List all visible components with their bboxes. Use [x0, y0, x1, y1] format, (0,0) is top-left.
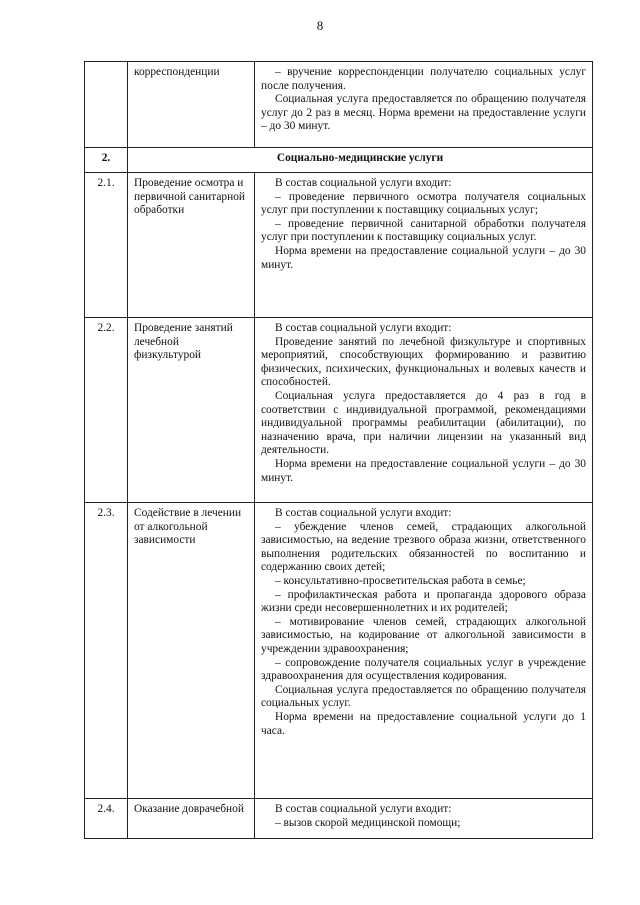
row-number — [85, 62, 128, 148]
service-name-cell — [128, 173, 255, 318]
service-name-cell — [128, 503, 255, 799]
description-paragraph: В состав социальной услуги входит: — [275, 803, 452, 815]
description-paragraph: В состав социальной услуги входит: — [275, 177, 452, 189]
description-paragraph: – проведение первичного осмотра получателя социальных услуг при поступлении к поставщику социальных услуг; — [261, 190, 586, 217]
row-number: 2.1. — [85, 173, 128, 318]
services-table — [84, 61, 593, 839]
description-paragraph: Норма времени на предоставление социальной услуги – до 30 минут. — [261, 244, 586, 271]
description-paragraph: Социальная услуга предоставляется до 4 раз в год в соответствии с индивидуальной программой, рекомендациями индивидуальной программы реабилитации (абилитации), по назначению врача, при наличии лицензии на указанный вид деятельности. — [261, 389, 586, 457]
description-paragraph: – проведение первичной санитарной обработки получателя услуг при поступлении к поставщику социальных услуг. — [261, 217, 586, 244]
description-paragraph: Норма времени на предоставление социальной услуги до 1 часа. — [261, 710, 586, 737]
description-paragraph: – убеждение членов семей, страдающих алкогольной зависимостью, на ведение трезвого образа жизни, ответственного выполнения родительских обязанностей по воспитанию и содержанию своих детей; — [261, 520, 586, 574]
table-row — [85, 799, 593, 839]
description-paragraph: – вручение корреспонденции получателю социальных услуг после получения. — [261, 66, 586, 92]
description-paragraph: Норма времени на предоставление социальной услуги – до 30 минут. — [261, 457, 586, 484]
description-paragraph: – консультативно-просветительская работа в семье; — [275, 574, 526, 587]
service-name-cell — [128, 62, 255, 148]
service-description — [255, 503, 593, 799]
description-paragraph: – сопровождение получателя социальных услуг в учреждение здравоохранения для осуществления кодирования. — [261, 656, 586, 683]
description-paragraph: – профилактическая работа и пропаганда здорового образа жизни среди несовершеннолетних и их родителей; — [261, 588, 586, 615]
service-name: Проведение осмотра и первичной санитарной обработки — [134, 177, 245, 217]
service-description — [255, 173, 593, 318]
table-row — [85, 173, 593, 318]
table-row — [85, 503, 593, 799]
service-name: Оказание доврачебной — [134, 803, 244, 815]
description-paragraph: Социальная услуга предоставляется по обращению получателя услуг до 2 раз в месяц. Норма времени на предоставление услуги – до 30 минут. — [261, 93, 586, 133]
row-number: 2.3. — [85, 503, 128, 799]
description-paragraph: В состав социальной услуги входит: — [275, 507, 452, 519]
description-paragraph: – вызов скорой медицинской помощи; — [275, 816, 461, 829]
service-description — [255, 62, 593, 148]
row-number: 2.4. — [85, 799, 128, 839]
page-number: 8 — [316, 18, 324, 33]
section-header-row — [85, 148, 593, 173]
service-name-cell — [128, 318, 255, 503]
section-title: Социально-медицинские услуги — [128, 148, 593, 173]
description-paragraph: Социальная услуга предоставляется по обращению получателя социальных услуг. — [261, 683, 586, 710]
service-description — [255, 799, 593, 839]
row-number: 2.2. — [85, 318, 128, 503]
table-row — [85, 62, 593, 148]
table-row — [85, 318, 593, 503]
service-name-cell — [128, 799, 255, 839]
service-description — [255, 318, 593, 503]
service-name: Проведение занятий лечебной физкультурой — [134, 322, 233, 362]
description-paragraph: – мотивирование членов семей, страдающих алкогольной зависимостью, на кодирование от алкогольной зависимости в учреждении здравоохранения; — [261, 615, 586, 655]
description-paragraph: Проведение занятий по лечебной физкультуре и спортивных мероприятий, способствующих формированию и развитию физических, психических, функциональных и волевых качеств и способностей. — [261, 335, 586, 389]
service-name: Содействие в лечении от алкогольной зависимости — [134, 507, 242, 547]
section-number: 2. — [85, 148, 128, 173]
description-paragraph: В состав социальной услуги входит: — [275, 322, 452, 334]
service-name: корреспонденции — [134, 66, 220, 78]
